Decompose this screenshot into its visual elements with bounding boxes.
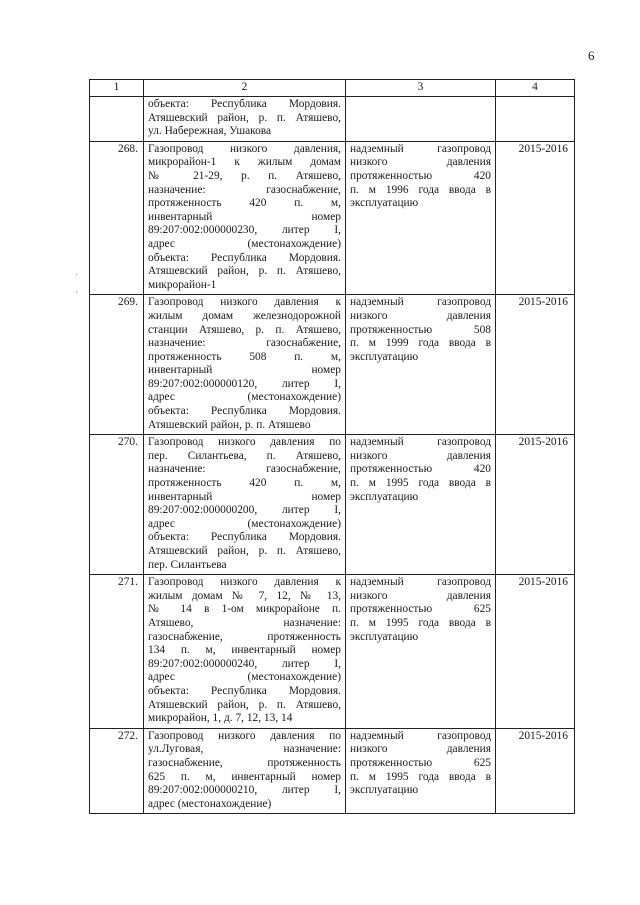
type-line: п. м 1995 года ввода в — [350, 477, 491, 490]
type-line: низкого давления — [350, 449, 491, 462]
table-row — [90, 435, 575, 575]
table-row — [90, 575, 575, 729]
row-number: 270. — [90, 435, 144, 575]
table-row — [90, 295, 575, 435]
type-line: п. м 1995 года ввода в — [350, 770, 491, 783]
type-line: надземный газопровод — [350, 142, 491, 155]
column-header-3: 3 — [346, 80, 496, 97]
desc-line: 89:207:002:000000120, литер I, — [148, 377, 341, 390]
type-line: надземный газопровод — [350, 729, 491, 742]
object-description — [144, 295, 346, 435]
type-line: эксплуатацию — [350, 350, 419, 363]
continued-years-cell — [496, 97, 575, 142]
type-line: п. м 1996 года ввода в — [350, 183, 491, 196]
type-line: эксплуатацию — [350, 784, 419, 797]
type-line: надземный газопровод — [350, 436, 491, 449]
transfer-period: 2015-2016 — [496, 575, 575, 729]
transfer-period: 2015-2016 — [496, 141, 575, 295]
desc-line: Атяшевский район, р. п. Атяшево, — [148, 545, 341, 557]
desc-line: ул. Набережная, Ушакова — [148, 125, 272, 138]
desc-line: Газопровод низкого давления по — [148, 729, 341, 742]
desc-line: назначение: газоснабжение, — [148, 183, 341, 196]
desc-line: жилым домам № 7, 12, № 13, — [148, 589, 341, 602]
desc-line: 89:207:002:000000240, литер I, — [148, 657, 341, 670]
object-characteristics — [346, 728, 496, 814]
desc-line: Атяшевский район, р. п. Атяшево — [148, 418, 311, 431]
desc-line: 134 п. м, инвентарный номер — [148, 644, 341, 657]
continued-type-cell — [346, 97, 496, 142]
desc-line: 625 п. м, инвентарный номер — [148, 770, 341, 783]
desc-line: Атяшевский район, р. п. Атяшево, — [148, 265, 341, 278]
desc-line: объекта: Республика Мордовия. — [148, 531, 341, 544]
desc-line: протяженность 420 п. м, — [148, 477, 341, 490]
desc-line: Атяшевский район, р. п. Атяшево, — [148, 111, 341, 124]
type-line: низкого давления — [350, 743, 491, 756]
margin-tick: ' — [76, 272, 78, 282]
margin-tick: ' — [76, 290, 78, 300]
header-row — [90, 80, 575, 97]
type-line: протяженностью 420 — [350, 463, 491, 476]
desc-line: адрес (местонахождение) — [148, 671, 341, 684]
desc-line: объекта: Республика Мордовия. — [148, 405, 341, 418]
desc-line: протяженность 508 п. м, — [148, 350, 341, 363]
desc-line: инвентарный номер — [148, 364, 341, 377]
row-number: 272. — [90, 728, 144, 814]
continued-desc-cell — [144, 97, 346, 142]
type-line: п. м 1995 года ввода в — [350, 616, 491, 629]
table-row — [90, 141, 575, 295]
desc-line: микрорайон-1 к жилым домам — [148, 156, 341, 169]
type-line: низкого давления — [350, 309, 491, 322]
continued-num-cell — [90, 97, 144, 142]
desc-line: назначение: газоснабжение, — [148, 463, 341, 476]
desc-line: микрорайон-1 — [148, 278, 217, 291]
desc-line: инвентарный номер — [148, 490, 341, 503]
property-register-table — [89, 79, 575, 814]
desc-line: адрес (местонахождение) — [148, 237, 341, 250]
page-number: 6 — [588, 48, 595, 63]
type-line: протяженностью 508 — [350, 323, 491, 336]
type-line: низкого давления — [350, 156, 491, 169]
transfer-period: 2015-2016 — [496, 728, 575, 814]
type-line: эксплуатацию — [350, 490, 419, 503]
desc-line: газоснабжение, протяженность — [148, 756, 341, 769]
row-number: 269. — [90, 295, 144, 435]
desc-line: объекта: Республика Мордовия. — [148, 251, 341, 264]
object-description — [144, 141, 346, 295]
desc-line: № 21-29, р. п. Атяшево, — [148, 169, 341, 182]
desc-line: микрорайон, 1, д. 7, 12, 13, 14 — [148, 712, 293, 725]
desc-line: № 14 в 1-ом микрорайоне п. — [148, 603, 341, 616]
row-number: 268. — [90, 141, 144, 295]
object-characteristics — [346, 575, 496, 729]
desc-line: Газопровод низкого давления к — [148, 296, 341, 309]
desc-line: назначение: газоснабжение, — [148, 337, 341, 350]
object-characteristics — [346, 295, 496, 435]
desc-line: объекта: Республика Мордовия. — [148, 98, 341, 110]
desc-line: протяженность 420 п. м, — [148, 197, 341, 210]
object-characteristics — [346, 141, 496, 295]
desc-line: адрес (местонахождение) — [148, 391, 341, 404]
type-line: протяженностью 625 — [350, 603, 491, 616]
type-line: надземный газопровод — [350, 576, 491, 589]
desc-line: 89:207:002:000000230, литер I, — [148, 224, 341, 237]
desc-line: инвентарный номер — [148, 210, 341, 223]
object-characteristics — [346, 435, 496, 575]
object-description — [144, 575, 346, 729]
column-header-1: 1 — [90, 80, 144, 97]
desc-line: адрес (местонахождение) — [148, 797, 272, 810]
desc-line: 89:207:002:000000210, литер I, — [148, 784, 341, 797]
type-line: протяженностью 420 — [350, 169, 491, 182]
type-line: п. м 1999 года ввода в — [350, 337, 491, 350]
desc-line: объекта: Республика Мордовия. — [148, 684, 341, 697]
desc-line: адрес (местонахождение) — [148, 517, 341, 530]
type-line: надземный газопровод — [350, 296, 491, 309]
desc-line: 89:207:002:000000200, литер I, — [148, 504, 341, 517]
desc-line: пер. Силантьева, п. Атяшево, — [148, 449, 341, 462]
type-line: низкого давления — [350, 589, 491, 602]
desc-line: газоснабжение, протяженность — [148, 630, 341, 643]
transfer-period: 2015-2016 — [496, 295, 575, 435]
type-line: эксплуатацию — [350, 630, 419, 643]
table-row — [90, 728, 575, 814]
column-header-4: 4 — [496, 80, 575, 97]
desc-line: пер. Силантьева — [148, 558, 227, 571]
continued-row — [90, 97, 575, 142]
object-description — [144, 728, 346, 814]
desc-line: Атяшевский район, р. п. Атяшево, — [148, 698, 341, 711]
desc-line: жилым домам железнодорожной — [148, 309, 341, 322]
desc-line: Газопровод низкого давления, — [148, 142, 341, 155]
desc-line: ул.Луговая, назначение: — [148, 743, 341, 756]
type-line: эксплуатацию — [350, 197, 419, 210]
desc-line: Газопровод низкого давления по — [148, 436, 341, 449]
type-line: протяженностью 625 — [350, 756, 491, 769]
object-description — [144, 435, 346, 575]
row-number: 271. — [90, 575, 144, 729]
transfer-period: 2015-2016 — [496, 435, 575, 575]
column-header-2: 2 — [144, 80, 346, 97]
desc-line: Атяшево, назначение: — [148, 616, 341, 629]
desc-line: станции Атяшево, р. п. Атяшево, — [148, 323, 341, 336]
margin-marks — [76, 268, 78, 304]
desc-line: Газопровод низкого давления к — [148, 576, 341, 589]
